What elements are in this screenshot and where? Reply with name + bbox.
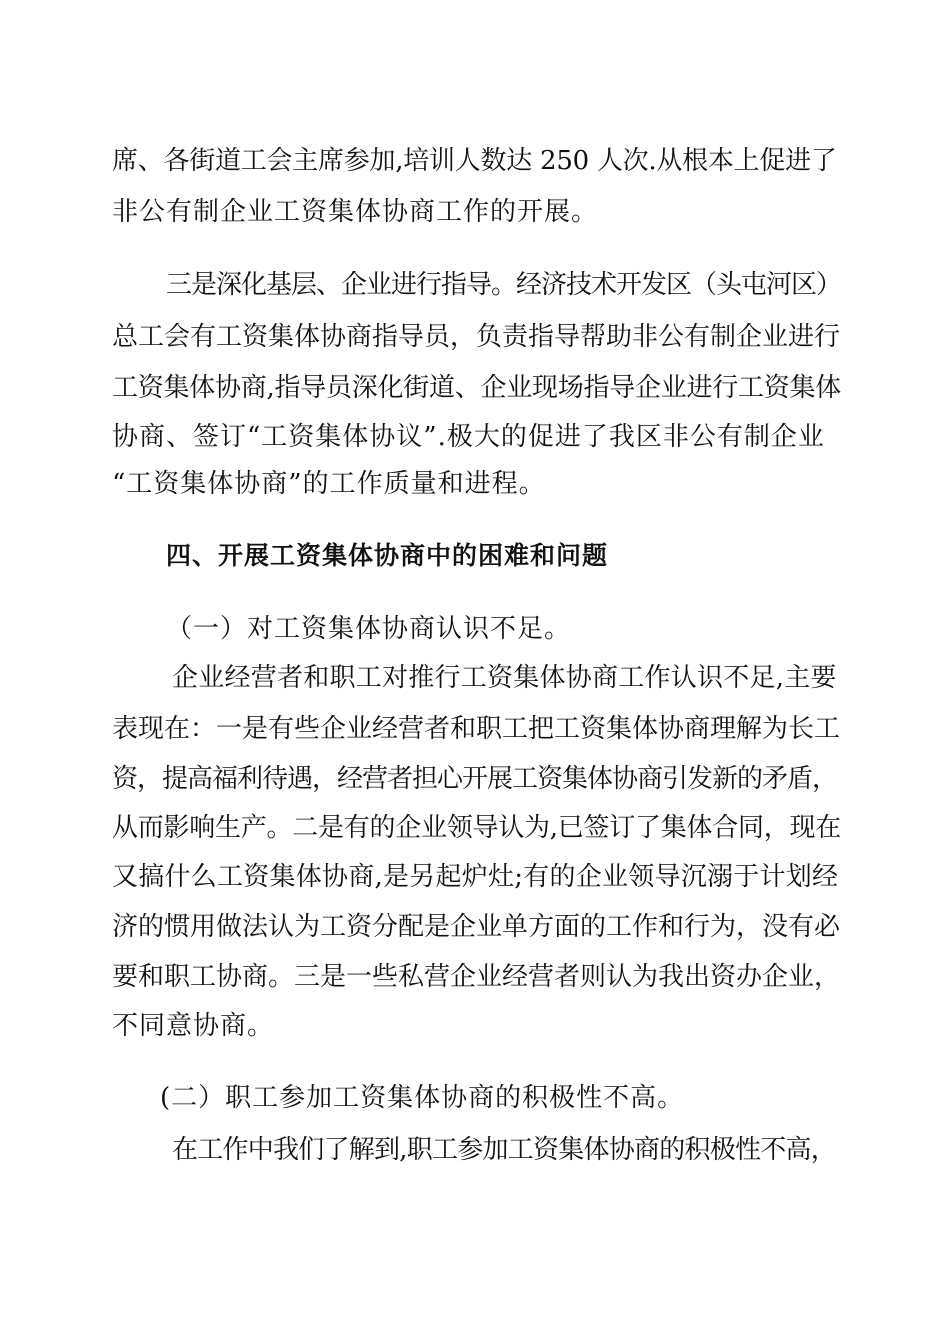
text-line-7: “工资集体协商”的工作质量和进程。 xyxy=(112,469,546,499)
text-line-16: 要和职工协商。三是一些私营企业经营者则认为我出资办企业， xyxy=(112,962,841,992)
subheading-2: (二）职工参加工资集体协商的积极性不高。 xyxy=(160,1083,685,1113)
text-line-17: 不同意协商。 xyxy=(112,1011,275,1041)
text-line-1: 席、各街道工会主席参加,培训人数达 250 人次.从根本上促进了 xyxy=(112,146,837,176)
text-line-4: 总工会有工资集体协商指导员，负责指导帮助非公有制企业进行 xyxy=(112,322,841,352)
text-line-15: 济的惯用做法认为工资分配是企业单方面的工作和行为，没有必 xyxy=(112,912,841,942)
text-line-11: 表现在：一是有些企业经营者和职工把工资集体协商理解为长工 xyxy=(112,714,841,744)
text-line-10: 企业经营者和职工对推行工资集体协商工作认识不足,主要 xyxy=(172,663,837,693)
text-line-12: 资，提高福利待遇，经营者担心开展工资集体协商引发新的矛盾， xyxy=(112,764,838,794)
text-line-13: 从而影响生产。二是有的企业领导认为,已签订了集体合同，现在 xyxy=(112,813,842,843)
subheading-1: （一）对工资集体协商认识不足。 xyxy=(166,614,572,644)
section-heading: 四、开展工资集体协商中的困难和问题 xyxy=(166,541,609,570)
text-line-6: 协商、签订“工资集体协议”.极大的促进了我区非公有制企业 xyxy=(112,422,825,452)
text-line-5: 工资集体协商,指导员深化街道、企业现场指导企业进行工资集体 xyxy=(112,373,842,403)
text-line-19: 在工作中我们了解到,职工参加工资集体协商的积极性不高， xyxy=(172,1135,837,1165)
text-line-14: 又搞什么工资集体协商,是另起炉灶;有的企业领导沉溺于计划经 xyxy=(112,862,839,892)
text-line-2: 非公有制企业工资集体协商工作的开展。 xyxy=(112,197,599,227)
text-line-3: 三是深化基层、企业进行指导。经济技术开发区（头屯河区） xyxy=(166,270,842,300)
